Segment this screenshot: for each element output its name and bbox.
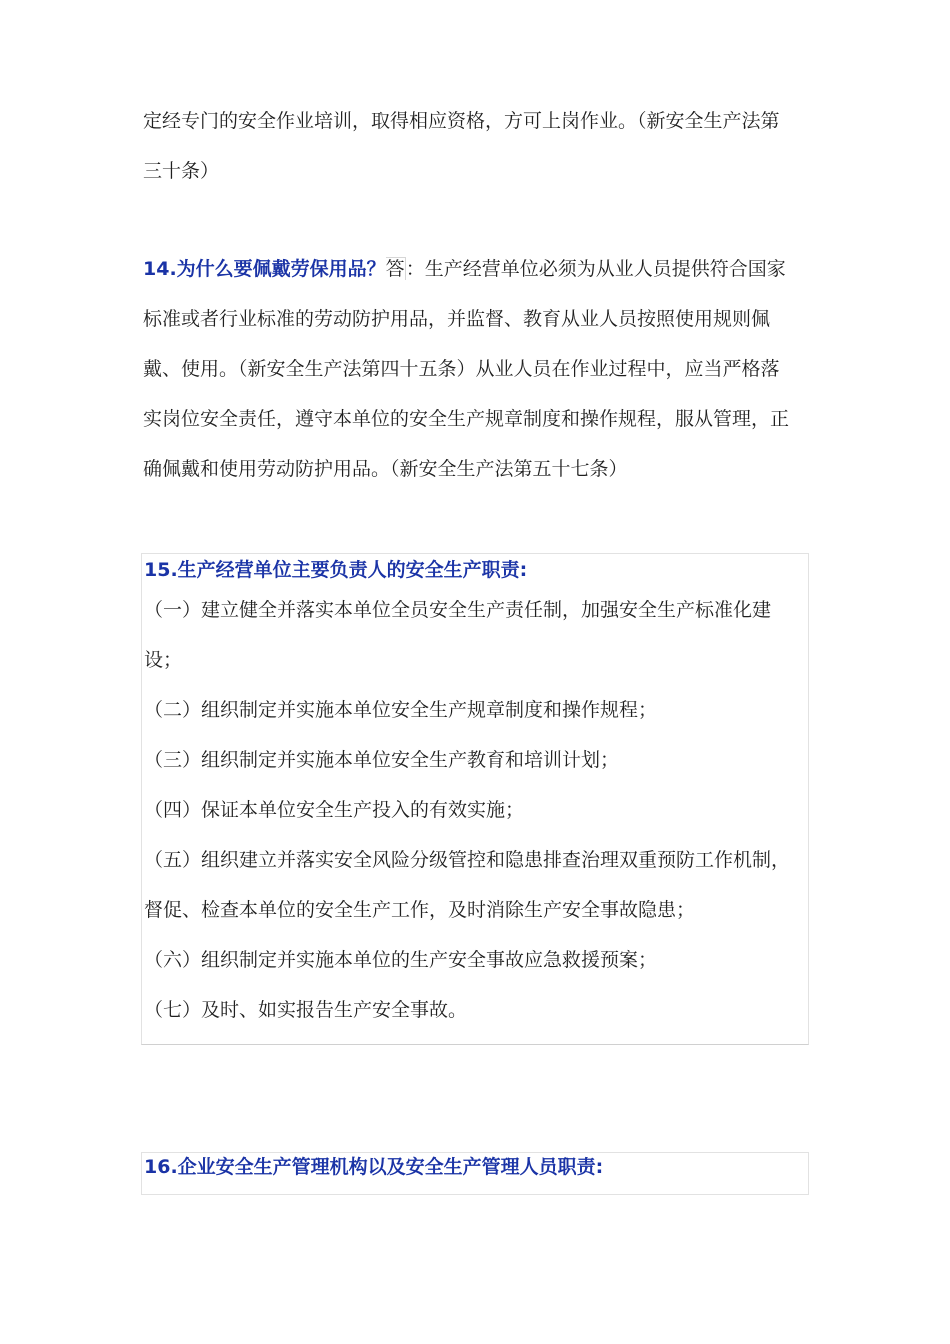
list-item: 督促、检查本单位的安全生产工作，及时消除生产安全事故隐患； bbox=[144, 899, 696, 921]
paragraph-line: 标准或者行业标准的劳动防护用品，并监督、教育从业人员按照使用规则佩 bbox=[143, 308, 771, 330]
section-15-box bbox=[141, 553, 809, 1045]
list-item: 设； bbox=[144, 649, 183, 671]
paragraph-line: 确佩戴和使用劳动防护用品。（新安全生产法第五十七条） bbox=[143, 458, 628, 480]
list-item: （五）组织建立并落实安全风险分级管控和隐患排查治理双重预防工作机制， bbox=[144, 849, 791, 871]
answer-label: 答 bbox=[385, 258, 405, 280]
paragraph-line: 三十条） bbox=[143, 160, 220, 182]
list-item: （四）保证本单位安全生产投入的有效实施； bbox=[144, 799, 525, 821]
section-15-heading: 15.生产经营单位主要负责人的安全生产职责: bbox=[144, 559, 528, 581]
paragraph-line: 定经专门的安全作业培训，取得相应资格，方可上岗作业。（新安全生产法第 bbox=[143, 110, 780, 132]
question-line bbox=[143, 244, 809, 294]
question-14-title: 14.为什么要佩戴劳保用品？ bbox=[143, 258, 386, 280]
list-item: （一）建立健全并落实本单位全员安全生产责任制，加强安全生产标准化建 bbox=[144, 599, 772, 621]
paragraph-line: 实岗位安全责任，遵守本单位的安全生产规章制度和操作规程，服从管理，正 bbox=[143, 408, 790, 430]
list-item: （三）组织制定并实施本单位安全生产教育和培训计划； bbox=[144, 749, 620, 771]
section-16-box bbox=[141, 1152, 809, 1195]
list-item: （七）及时、如实报告生产安全事故。 bbox=[144, 999, 468, 1021]
answer-text: ：生产经营单位必须为从业人员提供符合国家 bbox=[405, 258, 786, 280]
section-14 bbox=[143, 244, 809, 494]
section-13-continuation bbox=[143, 96, 809, 196]
list-item: （六）组织制定并实施本单位的生产安全事故应急救援预案； bbox=[144, 949, 658, 971]
list-item: （二）组织制定并实施本单位安全生产规章制度和操作规程； bbox=[144, 699, 658, 721]
paragraph-line: 戴、使用。（新安全生产法第四十五条）从业人员在作业过程中，应当严格落 bbox=[143, 358, 780, 380]
section-16-heading: 16.企业安全生产管理机构以及安全生产管理人员职责: bbox=[144, 1156, 604, 1178]
